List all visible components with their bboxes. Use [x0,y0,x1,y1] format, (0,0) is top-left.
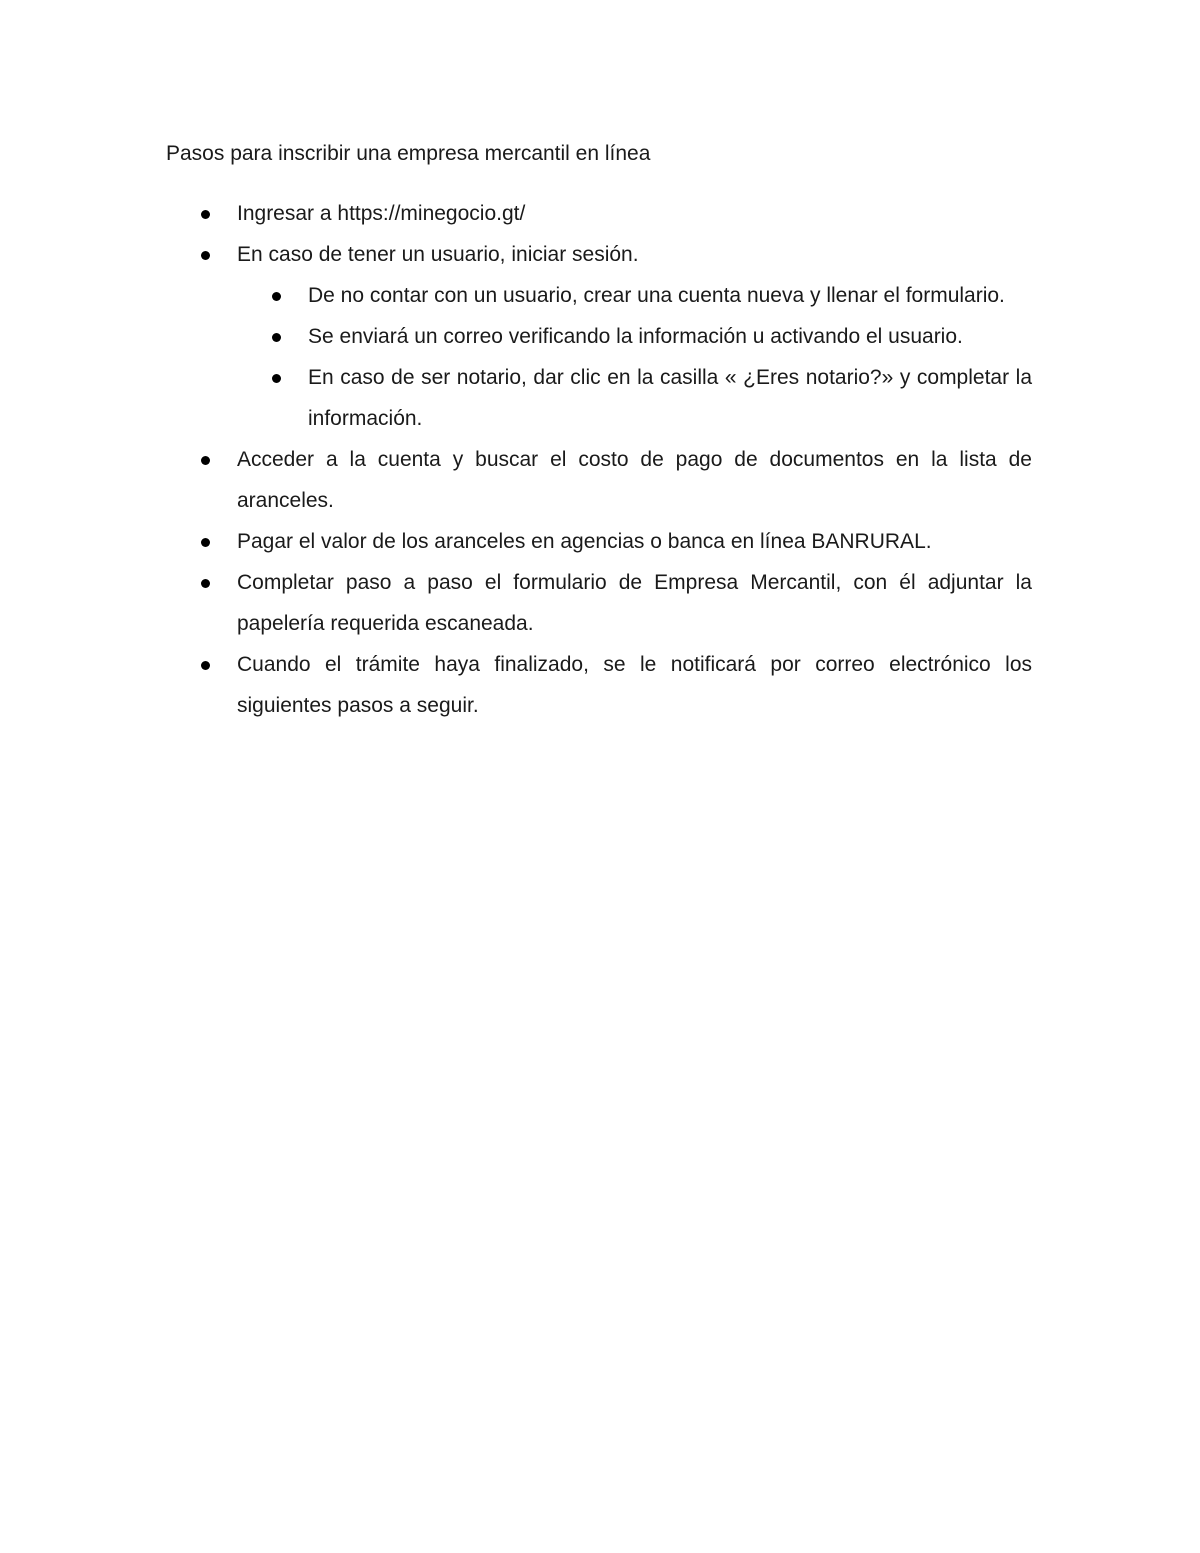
bullet-icon [201,538,210,547]
sub-step-text: De no contar con un usuario, crear una cuenta nueva y llenar el formulario. [308,284,1005,307]
step-item [166,562,1032,644]
step-item [166,193,1032,234]
step-item [166,644,1032,726]
step-text: En caso de tener un usuario, iniciar sesión. [237,243,639,266]
document-body [166,138,1032,726]
step-text: Acceder a la cuenta y buscar el costo de pago de documentos en la lista de aranceles. [237,448,1032,512]
bullet-icon [201,661,210,670]
sub-step-text: Se enviará un correo verificando la información u activando el usuario. [308,325,963,348]
step-item [166,439,1032,521]
sub-step-text: En caso de ser notario, dar clic en la casilla « ¿Eres notario?» y completar la información. [308,366,1032,430]
bullet-icon [272,292,281,301]
bullet-icon [201,579,210,588]
bullet-icon [201,210,210,219]
bullet-icon [201,456,210,465]
step-text: Completar paso a paso el formulario de Empresa Mercantil, con él adjuntar la papelería requerida escaneada. [237,571,1032,635]
bullet-icon [201,251,210,260]
document-title: Pasos para inscribir una empresa mercantil en línea [166,142,651,165]
bullet-icon [272,374,281,383]
bullet-icon [272,333,281,342]
sub-step-item [308,316,1032,357]
step-text: Pagar el valor de los aranceles en agencias o banca en línea BANRURAL. [237,530,932,553]
step-item [166,234,1032,439]
step-text: Cuando el trámite haya finalizado, se le notificará por correo electrónico los siguientes pasos a seguir. [237,653,1032,717]
sub-step-item [308,357,1032,439]
step-text: Ingresar a https://minegocio.gt/ [237,202,526,225]
step-item [166,521,1032,562]
steps-list [166,193,1032,726]
sub-steps-list [237,275,1032,439]
sub-step-item [308,275,1032,316]
